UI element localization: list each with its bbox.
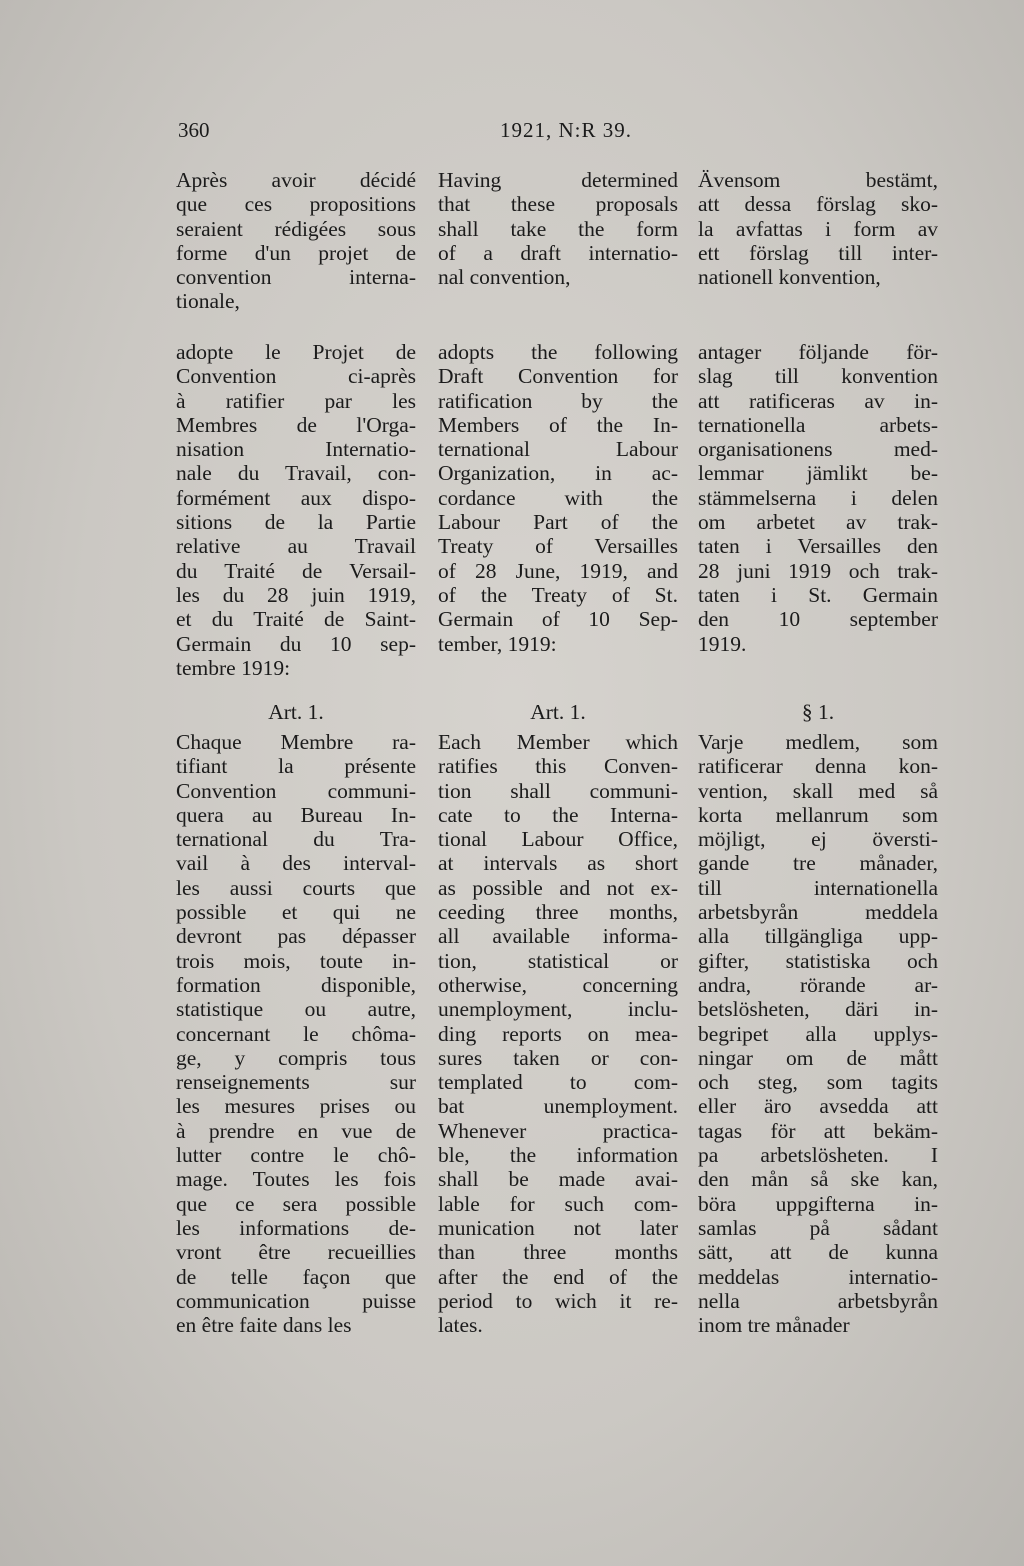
text-line: la avfattas i form av [698,216,938,241]
text-line: period to wich it re- [438,1288,678,1313]
text-line: den mån så ske kan, [698,1167,938,1192]
text-line: les aussi courts que [176,875,416,900]
text-line: lates. [438,1313,483,1338]
text-line: nella arbetsbyrån [698,1288,938,1313]
text-line: Each Member which [438,730,678,754]
text-line: ratificerar denna kon- [698,754,938,779]
text-line: andra, rörande ar- [698,972,938,997]
text-line: of 28 June, 1919, and [438,558,678,583]
adopts-paragraph [176,340,416,680]
text-line: possible et qui ne [176,900,416,925]
text-line: Whenever practica- [438,1118,678,1143]
text-line: slag till konvention [698,364,938,389]
adopts-paragraph [438,340,678,656]
text-line: seraient rédigées sous [176,216,416,241]
text-line: cordance with the [438,485,678,510]
text-line: tifiant la présente [176,754,416,779]
article-paragraph [438,730,678,1337]
text-line: formation disponible, [176,972,416,997]
text-line: eller äro avsedda att [698,1094,938,1119]
text-line: gifter, statistiska och [698,948,938,973]
preamble-paragraph [438,168,678,289]
text-line: om arbetet av trak- [698,510,938,535]
text-line: Ävensom bestämt, [698,168,938,192]
adopts-paragraph [698,340,938,656]
text-line: et du Traité de Saint- [176,607,416,632]
text-line: 28 juni 1919 och trak- [698,558,938,583]
text-line: than three months [438,1240,678,1265]
text-line: gande tre månader, [698,851,938,876]
text-line: taten i Versailles den [698,534,938,559]
text-line: bat unemployment. [438,1094,678,1119]
text-line: böra uppgifterna in- [698,1191,938,1216]
text-line: at intervals as short [438,851,678,876]
running-head: 1921, N:R 39. [500,118,633,142]
text-line: devront pas dépasser [176,924,416,949]
text-line: sätt, att de kunna [698,1240,938,1265]
text-line: Germain du 10 sep- [176,631,416,656]
text-line: Membres de l'Orga- [176,412,416,437]
text-line: den 10 september [698,607,938,632]
text-line: meddelas internatio- [698,1264,938,1289]
text-line: vront être recueillies [176,1240,416,1265]
text-line: Germain of 10 Sep- [438,607,678,632]
text-line: ratifies this Conven- [438,754,678,779]
text-line: statistique ou autre, [176,997,416,1022]
text-line: arbetsbyrån meddela [698,900,938,925]
text-line: concernant le chôma- [176,1021,416,1046]
text-line: tional Labour Office, [438,827,678,852]
page-number: 360 [178,118,210,142]
text-line: otherwise, concerning [438,972,678,997]
text-line: till internationella [698,875,938,900]
text-line: en être faite dans les [176,1313,352,1338]
text-line: formément aux dispo- [176,485,416,510]
text-line: korta mellanrum som [698,802,938,827]
text-line: inom tre månader [698,1313,850,1338]
text-line: sitions de la Partie [176,510,416,535]
text-line: du Traité de Versail- [176,558,416,583]
text-line: ge, y compris tous [176,1045,416,1070]
text-line: que ce sera possible [176,1191,416,1216]
text-line: nisation Internatio- [176,437,416,462]
text-line: adopte le Projet de [176,340,416,364]
text-line: Chaque Membre ra- [176,730,416,754]
text-line: antager följande för- [698,340,938,364]
text-line: les mesures prises ou [176,1094,416,1119]
text-line: de telle façon que [176,1264,416,1289]
text-line: alla tillgängliga upp- [698,924,938,949]
text-line: begripet alla upplys- [698,1021,938,1046]
text-line: à ratifier par les [176,388,416,413]
text-line: as possible and not ex- [438,875,678,900]
text-line: vention, skall med så [698,778,938,803]
text-line: Organization, in ac- [438,461,678,486]
text-line: trois mois, toute in- [176,948,416,973]
text-line: stämmelserna i delen [698,485,938,510]
text-line: tagas för att bekäm- [698,1118,938,1143]
text-line: ternational Labour [438,437,678,462]
text-line: quera au Bureau In- [176,802,416,827]
text-line: att ratificeras av in- [698,388,938,413]
article-heading: § 1. [801,700,835,724]
text-line: que ces propositions [176,192,416,217]
text-line: relative au Travail [176,534,416,559]
text-line: ratification by the [438,388,678,413]
article-heading: Art. 1. [268,700,324,724]
text-line: les informations de- [176,1215,416,1240]
text-line: Labour Part of the [438,510,678,535]
text-line: Members of the In- [438,412,678,437]
page-header [178,118,938,148]
text-line: convention interna- [176,265,416,290]
text-line: les du 28 juin 1919, [176,582,416,607]
text-line: betslösheten, däri in- [698,997,938,1022]
text-line: shall take the form [438,216,678,241]
text-line: Convention communi- [176,778,416,803]
text-line: forme d'un projet de [176,240,416,265]
text-line: Après avoir décidé [176,168,416,192]
text-line: adopts the following [438,340,678,364]
text-line: vail à des interval- [176,851,416,876]
text-line: tion, statistical or [438,948,678,973]
text-line: à prendre en vue de [176,1118,416,1143]
text-line: lable for such com- [438,1191,678,1216]
text-line: lemmar jämlikt be- [698,461,938,486]
text-line: ceeding three months, [438,900,678,925]
text-line: of the Treaty of St. [438,582,678,607]
text-line: möjligt, ej översti- [698,827,938,852]
text-line: that these proposals [438,192,678,217]
text-line: shall be made avai- [438,1167,678,1192]
text-line: cate to the Interna- [438,802,678,827]
text-line: unemployment, inclu- [438,997,678,1022]
text-line: tion shall communi- [438,778,678,803]
text-line: organisationens med- [698,437,938,462]
text-line: tionale, [176,289,240,314]
text-line: tember, 1919: [438,631,557,656]
text-line: munication not later [438,1215,678,1240]
text-line: ternationella arbets- [698,412,938,437]
text-line: Draft Convention for [438,364,678,389]
text-line: templated to com- [438,1070,678,1095]
text-line: after the end of the [438,1264,678,1289]
text-line: of a draft internatio- [438,240,678,265]
text-line: sures taken or con- [438,1045,678,1070]
text-line: ett förslag till inter- [698,240,938,265]
text-line: samlas på sådant [698,1215,938,1240]
text-line: nationell konvention, [698,265,881,290]
text-line: att dessa förslag sko- [698,192,938,217]
text-line: mage. Toutes les fois [176,1167,416,1192]
text-line: ternational du Tra- [176,827,416,852]
text-line: nal convention, [438,265,571,290]
article-paragraph [698,730,938,1337]
text-line: ble, the information [438,1143,678,1168]
text-line: ningar om de mått [698,1045,938,1070]
text-line: renseignements sur [176,1070,416,1095]
article-heading: Art. 1. [530,700,586,724]
text-line: tembre 1919: [176,655,291,680]
text-line: ding reports on mea- [438,1021,678,1046]
article-paragraph [176,730,416,1337]
text-line: Varje medlem, som [698,730,938,754]
text-line: taten i St. Germain [698,582,938,607]
text-line: lutter contre le chô- [176,1143,416,1168]
text-line: communication puisse [176,1288,416,1313]
text-line: Having determined [438,168,678,192]
text-line: pa arbetslösheten. I [698,1143,938,1168]
text-line: Treaty of Versailles [438,534,678,559]
text-line: all available informa- [438,924,678,949]
preamble-paragraph [176,168,416,314]
preamble-paragraph [698,168,938,289]
text-line: Convention ci-après [176,364,416,389]
text-line: 1919. [698,631,747,656]
text-line: nale du Travail, con- [176,461,416,486]
text-line: och steg, som tagits [698,1070,938,1095]
